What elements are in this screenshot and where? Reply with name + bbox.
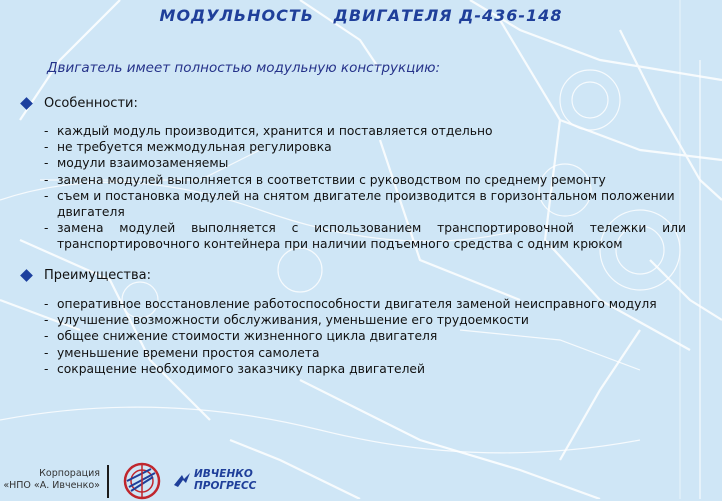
footer	[0, 452, 722, 499]
advantages-heading: Преимущества:	[44, 268, 151, 283]
list-item: - съем и постановка модулей на снятом двигателе производится в горизонтальном положении двигателя	[44, 188, 686, 220]
list-item: - не требуется межмодульная регулировка	[44, 139, 686, 155]
features-list	[44, 123, 686, 253]
list-item: - общее снижение стоимости жизненного цикла двигателя	[44, 328, 686, 344]
corporation-line-2: «НПО «А. Ивченко»	[3, 480, 100, 491]
list-item: - оперативное восстановление работоспособности двигателя заменой неисправного модуля	[44, 296, 686, 312]
list-item: - замена модулей выполняется в соответствии с руководством по среднему ремонту	[44, 172, 686, 188]
list-item: - модули взаимозаменяемы	[44, 155, 686, 171]
footer-divider	[107, 465, 109, 498]
list-item: - уменьшение времени простоя самолета	[44, 345, 686, 361]
advantages-heading-row	[22, 268, 151, 283]
features-heading: Особенности:	[44, 96, 138, 111]
list-item: - каждый модуль производится, хранится и поставляется отдельно	[44, 123, 686, 139]
corporation-name	[3, 468, 100, 492]
brand-line-2: ПРОГРЕСС	[194, 480, 257, 492]
features-heading-row	[22, 96, 138, 111]
ivchenko-progress-brand	[194, 468, 256, 492]
page-title: МОДУЛЬНОСТЬ ДВИГАТЕЛЯ Д-436-148	[159, 6, 563, 25]
list-item: - сокращение необходимого заказчику парка двигателей	[44, 361, 686, 377]
advantages-list	[44, 296, 686, 377]
corporation-line-1: Корпорация	[39, 468, 100, 479]
brand-line-1: ИВЧЕНКО	[194, 468, 253, 480]
ivchenko-progress-logo-icon	[172, 471, 192, 489]
diamond-bullet-icon	[20, 97, 33, 110]
list-item: - улучшение возможности обслуживания, уменьшение его трудоемкости	[44, 312, 686, 328]
diamond-bullet-icon	[20, 269, 33, 282]
list-item: - замена модулей выполняется с использованием транспортировочной тележки или транспортировочного контейнера при наличии подъемного средства с одним крюком	[44, 220, 686, 252]
subtitle: Двигатель имеет полностью модульную конструкцию:	[47, 60, 441, 76]
corporation-emblem-icon	[121, 461, 163, 501]
